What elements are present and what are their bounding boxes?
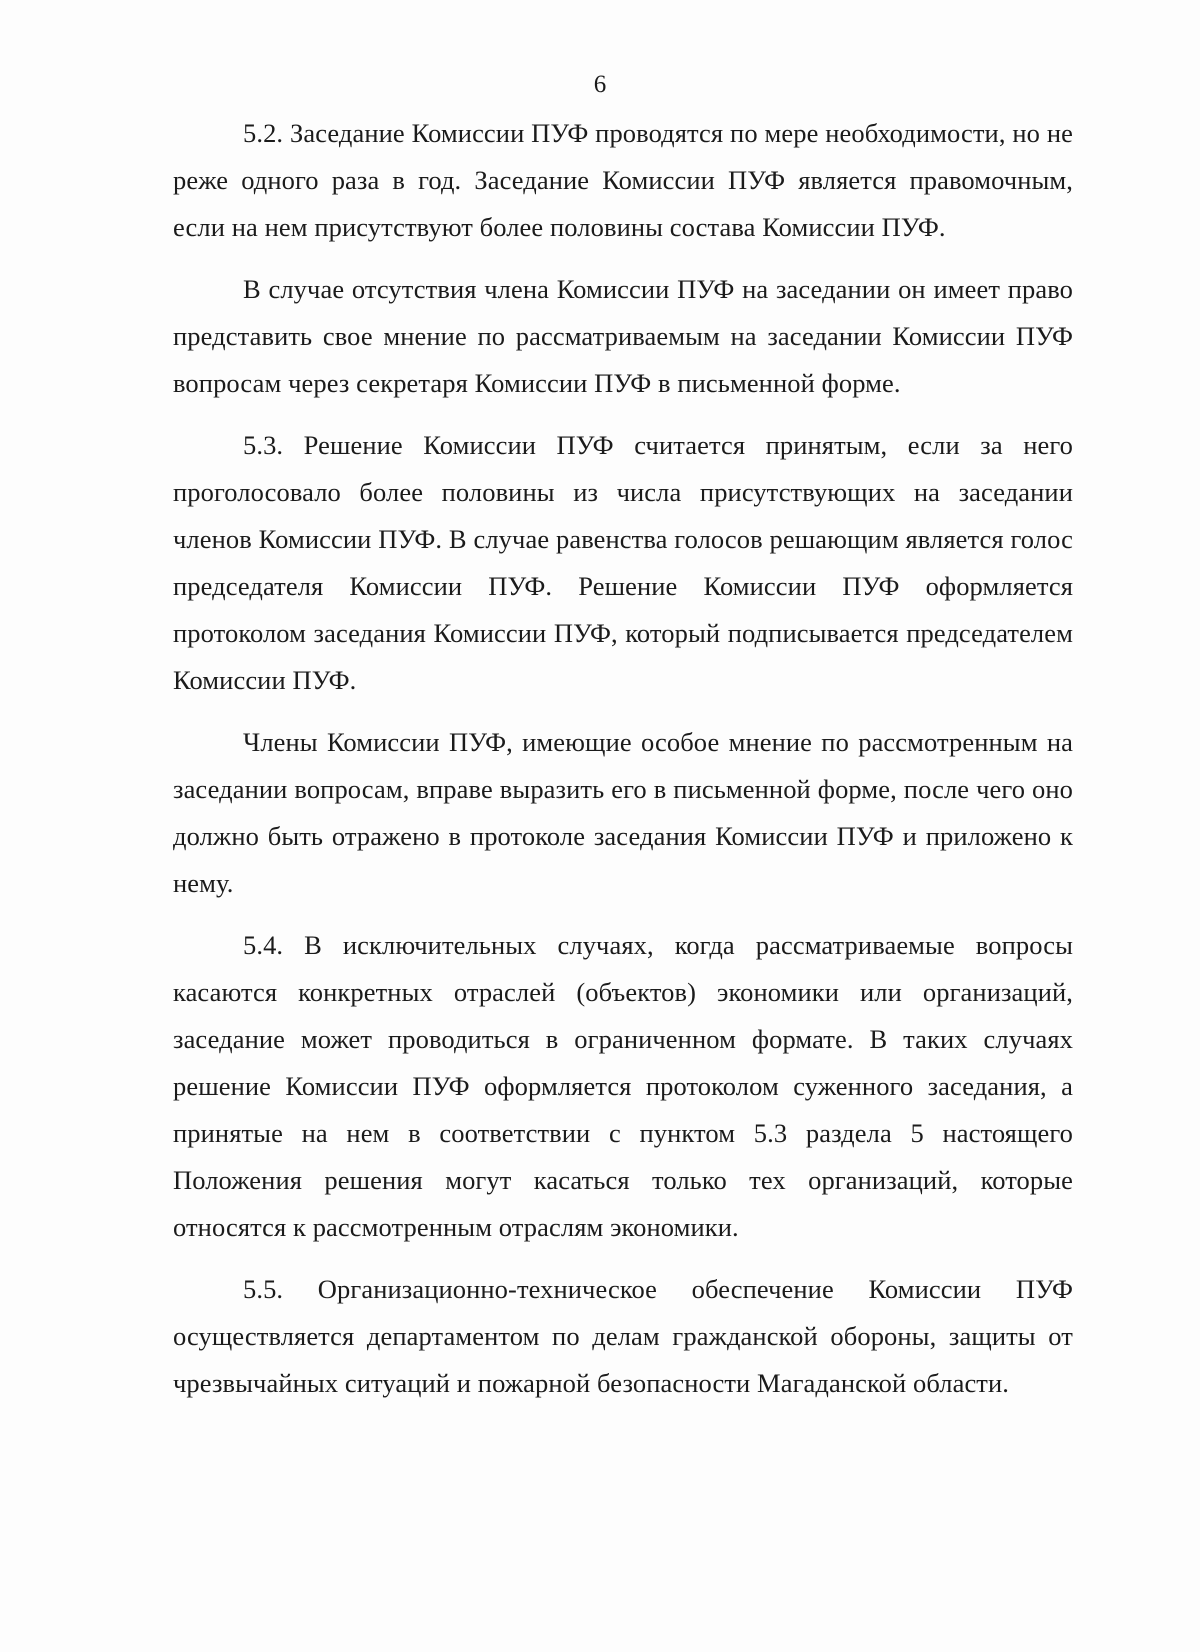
paragraph-5-4: 5.4. В исключительных случаях, когда рассматриваемые вопросы касаются конкретных отраслей (объектов) экономики или организаций, заседание может проводиться в ограниченном формате. В таких случаях решение Комиссии ПУФ оформляется протоколом суженного заседания, а принятые на нем в соответствии с пунктом 5.3 раздела 5 настоящего Положения решения могут касаться только тех организаций, которые относятся к рассмотренным отраслям экономики. bbox=[173, 930, 1073, 1242]
paragraph-5-2: 5.2. Заседание Комиссии ПУФ проводятся по мере необходимости, но не реже одного раза в год. Заседание Комиссии ПУФ является правомочным, если на нем присутствуют более половины состава Комиссии ПУФ. bbox=[173, 118, 1073, 242]
document-body bbox=[173, 110, 1073, 1407]
page-number: 6 bbox=[593, 71, 607, 98]
paragraph-5-5: 5.5. Организационно-техническое обеспечение Комиссии ПУФ осуществляется департаментом по делам гражданской обороны, защиты от чрезвычайных ситуаций и пожарной безопасности Магаданской области. bbox=[173, 1274, 1073, 1398]
paragraph-5-3: 5.3. Решение Комиссии ПУФ считается принятым, если за него проголосовало более половины из числа присутствующих на заседании членов Комиссии ПУФ. В случае равенства голосов решающим является голос председателя Комиссии ПУФ. Решение Комиссии ПУФ оформляется протоколом заседания Комиссии ПУФ, который подписывается председателем Комиссии ПУФ. bbox=[173, 430, 1073, 695]
paragraph-dissent: Члены Комиссии ПУФ, имеющие особое мнение по рассмотренным на заседании вопросам, вправе выразить его в письменной форме, после чего оно должно быть отражено в протоколе заседания Комиссии ПУФ и приложено к нему. bbox=[173, 727, 1073, 898]
paragraph-absence: В случае отсутствия члена Комиссии ПУФ на заседании он имеет право представить свое мнение по рассматриваемым на заседании Комиссии ПУФ вопросам через секретаря Комиссии ПУФ в письменной форме. bbox=[173, 274, 1073, 398]
